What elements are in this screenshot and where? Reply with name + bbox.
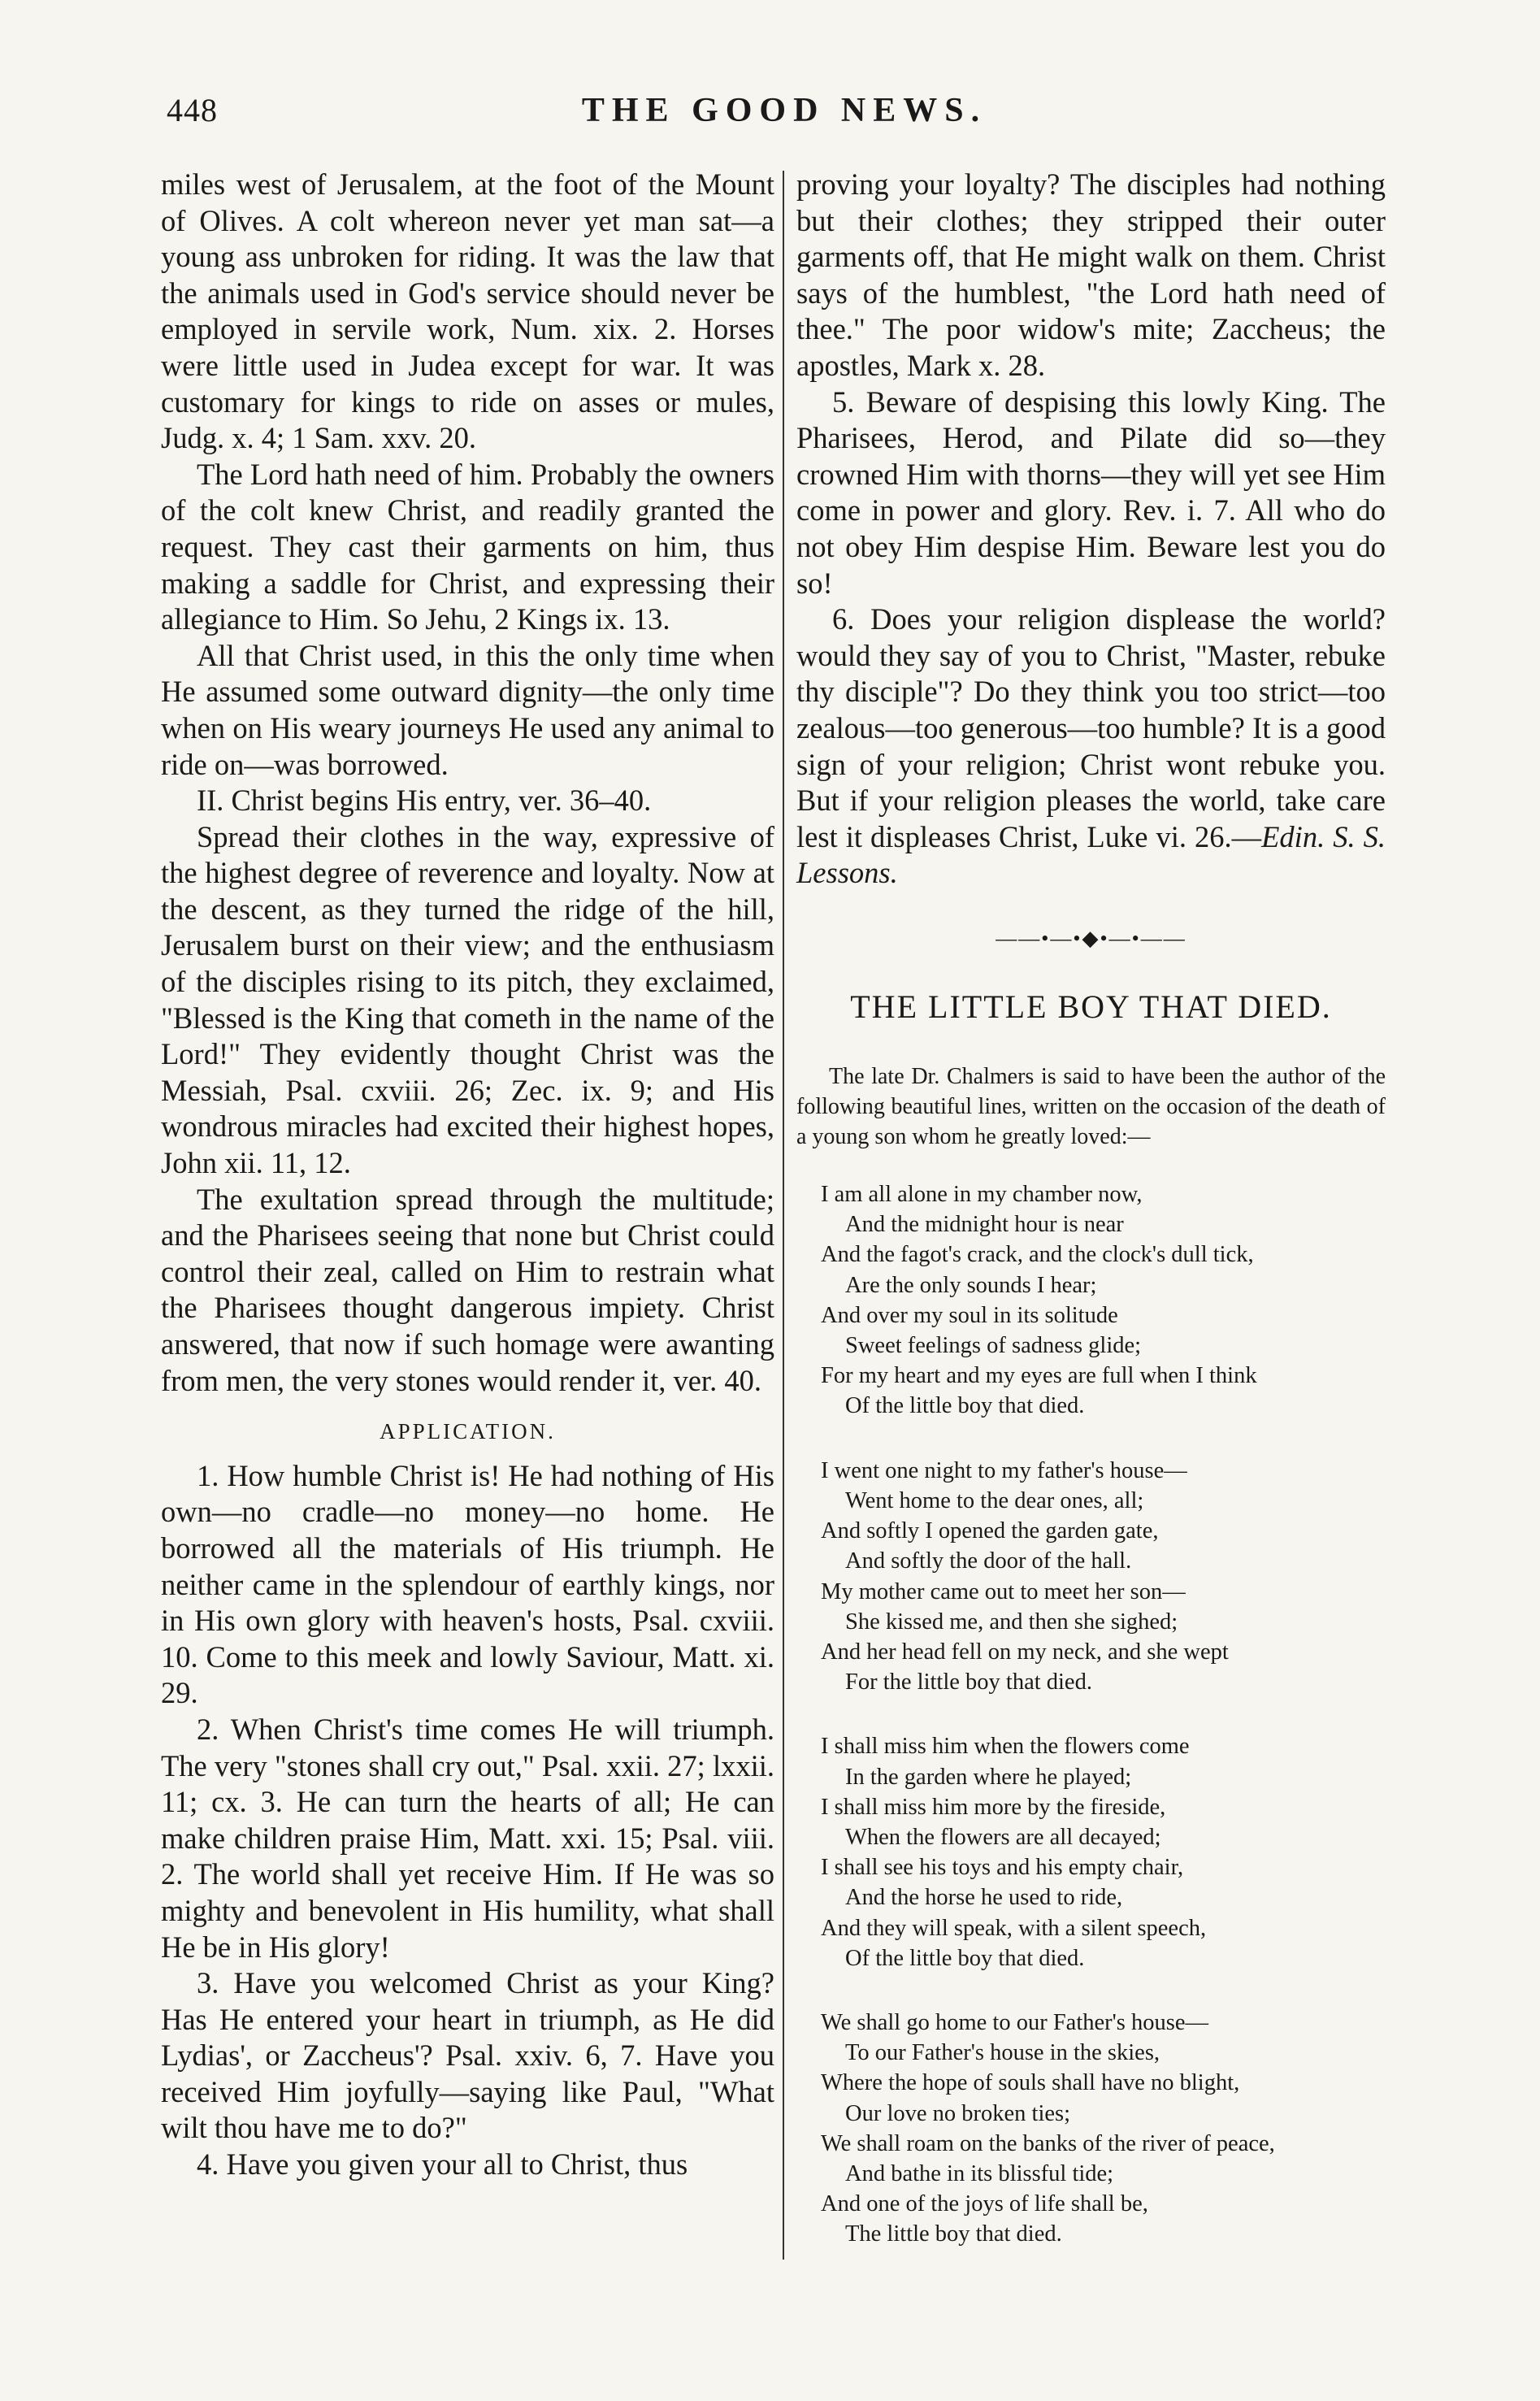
poem-line: And softly I opened the garden gate, bbox=[821, 1518, 1159, 1544]
poem-line: To our Father's house in the skies, bbox=[845, 2040, 1160, 2066]
poem-line: And they will speak, with a silent speech, bbox=[821, 1915, 1207, 1941]
paragraph-text: 6. Does your religion displease the world? would they say of you to Christ, "Master, rebuke thy disciple"? Do they think you too strict—too zealous—too generous—too humble? It is a good sign of your religion; Christ wont rebuke you. But if your religion pleases the world, take care lest it displeases Christ, Luke vi. 26.— bbox=[796, 602, 1386, 853]
section-heading: II. Christ begins His entry, ver. 36–40. bbox=[197, 784, 652, 818]
poem-line: And the horse he used to ride, bbox=[845, 1885, 1123, 1911]
poem-line: I went one night to my father's house— bbox=[821, 1457, 1187, 1483]
paragraph: All that Christ used, in this the only time when He assumed some outward dignity—the only time when on His weary journeys He used any animal to ride on—was borrowed. bbox=[161, 638, 774, 781]
poem-line: The little boy that died. bbox=[845, 2221, 1062, 2247]
page-number: 448 bbox=[167, 92, 218, 128]
poem-line: For my heart and my eyes are full when I think bbox=[821, 1363, 1257, 1389]
poem-line: And one of the joys of life shall be, bbox=[821, 2191, 1148, 2217]
poem-intro: The late Dr. Chalmers is said to have been the author of the following beautiful lines, written on the occasion of the death of a young son whom he greatly loved:— bbox=[796, 1064, 1386, 1150]
poem-line: Sweet feelings of sadness glide; bbox=[845, 1333, 1142, 1359]
poem-line: And her head fell on my neck, and she wept bbox=[821, 1639, 1229, 1665]
poem-line: And over my soul in its solitude bbox=[821, 1302, 1118, 1328]
page-header bbox=[167, 91, 1402, 140]
poem-line: Are the only sounds I hear; bbox=[845, 1272, 1097, 1298]
poem-line: I am all alone in my chamber now, bbox=[821, 1182, 1143, 1208]
poem-line: And bathe in its blissful tide; bbox=[845, 2160, 1114, 2186]
poem-stanza bbox=[821, 1179, 1386, 1422]
poem-line: Of the little boy that died. bbox=[845, 1393, 1085, 1419]
paragraph: The Lord hath need of him. Probably the owners of the colt knew Christ, and readily granted the request. They cast their garments on him, thus making a saddle for Christ, and expressing their allegiance to Him. So Jehu, 2 Kings ix. 13. bbox=[161, 457, 774, 636]
poem-line: And the midnight hour is near bbox=[845, 1212, 1124, 1238]
poem-line: Our love no broken ties; bbox=[845, 2100, 1071, 2126]
application-heading: APPLICATION. bbox=[380, 1419, 556, 1444]
poem-line: When the flowers are all decayed; bbox=[845, 1824, 1161, 1850]
application-point: 1. How humble Christ is! He had nothing of His own—no cradle—no money—no home. He borrowed all the materials of His triumph. He neither came in the splendour of earthly kings, nor in His own glory with heaven's hosts, Psal. cxviii. 10. Come to this meek and lowly Saviour, Matt. xi. 29. bbox=[161, 1458, 774, 1710]
running-title: THE GOOD NEWS. bbox=[581, 92, 987, 129]
poem-line: And softly the door of the hall. bbox=[845, 1548, 1132, 1574]
source-signature: Edin. S. S. Lessons. bbox=[796, 819, 1386, 890]
poem-line: I shall miss him when the flowers come bbox=[821, 1734, 1190, 1760]
poem-line: Went home to the dear ones, all; bbox=[845, 1487, 1144, 1513]
poem-stanza bbox=[821, 2008, 1386, 2250]
poem-line: We shall roam on the banks of the river of peace, bbox=[821, 2130, 1275, 2156]
column-divider bbox=[783, 171, 784, 2260]
poem-line: Where the hope of souls shall have no blight, bbox=[821, 2070, 1240, 2096]
application-point: 2. When Christ's time comes He will triumph. The very "stones shall cry out," Psal. xxii. 27; lxxii. 11; cx. 3. He can turn the hearts of all; He can make children praise Him, Matt. xxi. 15; Psal. viii. 2. The world shall yet receive Him. If He was so mighty and benevolent in His humility, what shall He be in His glory! bbox=[161, 1712, 774, 1964]
paragraph: proving your loyalty? The disciples had nothing but their clothes; they stripped their outer garments off, that He might walk on them. Christ says of the humblest, "the Lord hath need of thee." The poor widow's mite; Zaccheus; the apostles, Mark x. 28. bbox=[796, 167, 1386, 382]
application-point: 3. Have you welcomed Christ as your King? Has He entered your heart in triumph, as He did Lydias', or Zaccheus'? Psal. xxiv. 6, 7. Have you received Him joyfully—saying like Paul, "What wilt thou have me to do?" bbox=[161, 1966, 774, 2145]
poem-line: Of the little boy that died. bbox=[845, 1945, 1085, 1971]
right-column bbox=[796, 167, 1386, 2284]
poem-line: My mother came out to meet her son— bbox=[821, 1578, 1186, 1604]
paragraph: miles west of Jerusalem, at the foot of the Mount of Olives. A colt whereon never yet man sat—a young ass unbroken for riding. It was the law that the animals used in God's service should never be employed in servile work, Num. xix. 2. Horses were little used in Judea except for war. It was customary for kings to ride on asses or mules, Judg. x. 4; 1 Sam. xxv. 20. bbox=[161, 167, 774, 455]
poem-line: She kissed me, and then she sighed; bbox=[845, 1609, 1178, 1635]
poem-line: I shall see his toys and his empty chair, bbox=[821, 1855, 1184, 1881]
paragraph: Spread their clothes in the way, expressive of the highest degree of reverence and loyalty. Now at the descent, as they turned the ridge of the hill, Jerusalem burst on their view; and the enthusiasm of the disciples rising to its pitch, they exclaimed, "Blessed is the King that cometh in the name of the Lord!" They evidently thought Christ was the Messiah, Psal. cxviii. 26; Zec. ix. 9; and His wondrous miracles had excited their highest hopes, John xii. 11, 12. bbox=[161, 819, 774, 1180]
left-column bbox=[161, 167, 774, 2183]
poem-line: For the little boy that died. bbox=[845, 1669, 1092, 1695]
poem-stanza bbox=[821, 1731, 1386, 1973]
application-point bbox=[796, 601, 1386, 892]
application-point: 5. Beware of despising this lowly King. The Pharisees, Herod, and Pilate did so—they crowned Him with thorns—they will yet see Him come in power and glory. Rev. i. 7. All who do not obey Him despise Him. Beware lest you do so! bbox=[796, 384, 1386, 600]
poem-stanza bbox=[821, 1456, 1386, 1698]
poem-line: And the fagot's crack, and the clock's dull tick, bbox=[821, 1242, 1254, 1268]
application-point: 4. Have you given your all to Christ, thus bbox=[197, 2147, 688, 2182]
poem-line: I shall miss him more by the fireside, bbox=[821, 1794, 1166, 1820]
poem-line: In the garden where he played; bbox=[845, 1764, 1132, 1790]
poem-title: THE LITTLE BOY THAT DIED. bbox=[850, 988, 1332, 1026]
section-ornament: ——•—•◆•—•—— bbox=[996, 926, 1186, 950]
poem-line: We shall go home to our Father's house— bbox=[821, 2009, 1208, 2035]
paragraph: The exultation spread through the multitude; and the Pharisees seeing that none but Christ could control their zeal, called on Him to restrain what the Pharisees thought dangerous impiety. Christ answered, that now if such homage were awanting from men, the very stones would render it, ver. 40. bbox=[161, 1182, 774, 1397]
